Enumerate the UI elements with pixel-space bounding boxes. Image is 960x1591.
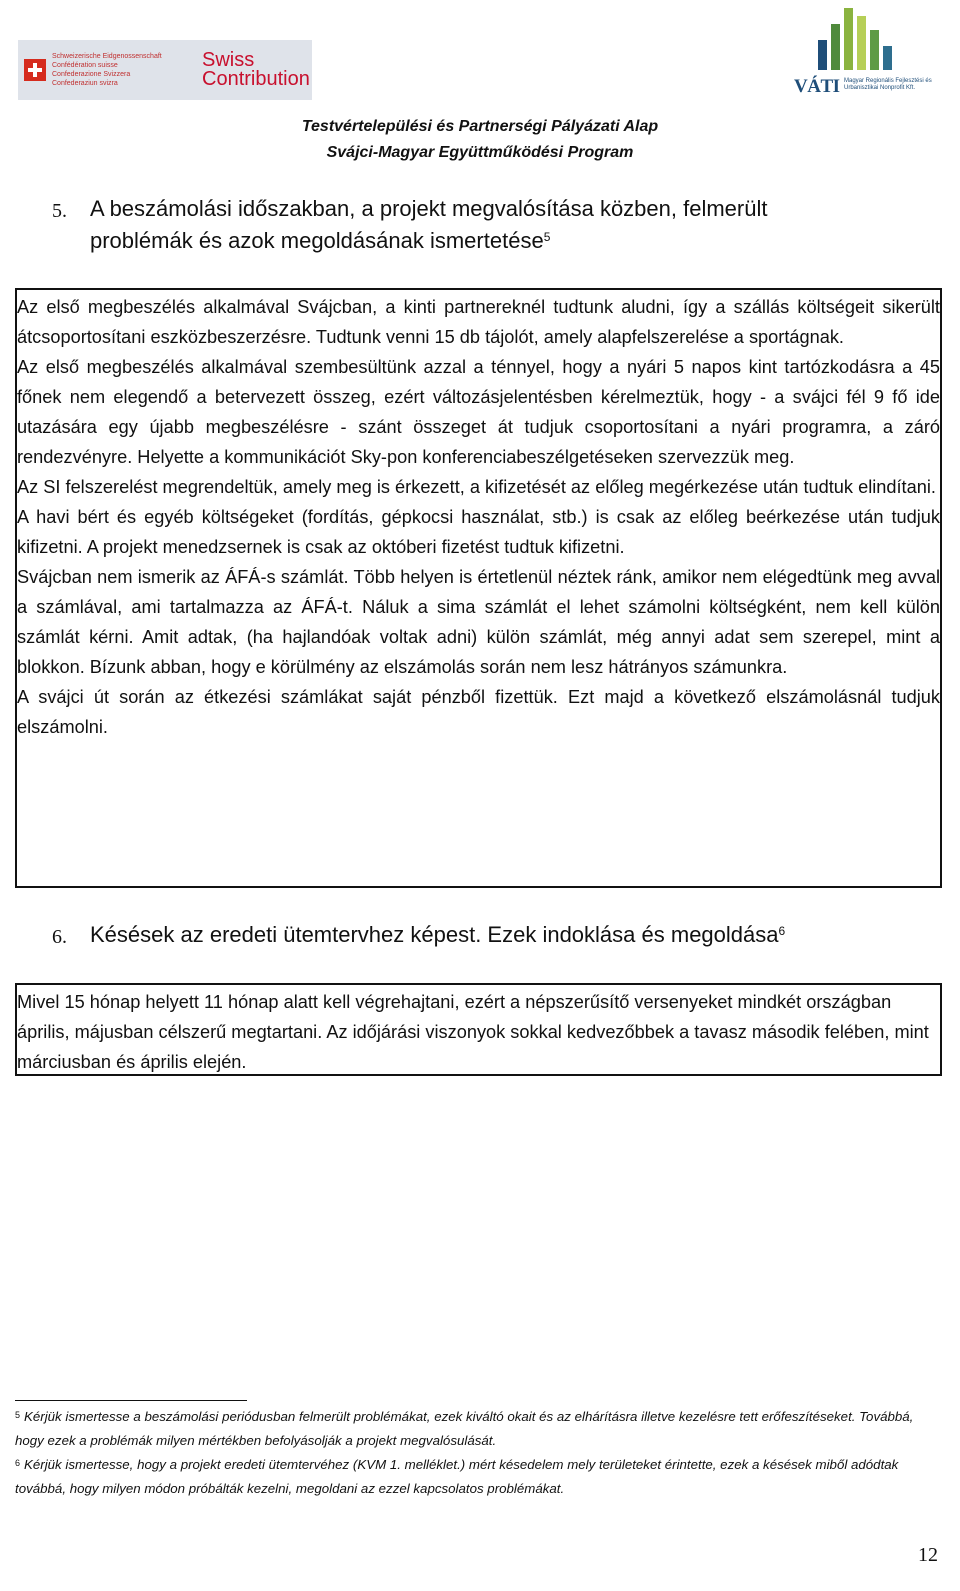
header-line-2: Svájci-Magyar Együttműködési Program xyxy=(326,144,634,161)
section-6-number: 6. xyxy=(52,926,67,948)
swiss-logo-brand: Swiss Contribution xyxy=(202,49,310,90)
section-5-paragraph: Az első megbeszélés alkalmával Svájcban, a kinti partnereknél tudtunk aludni, így a szállás költségeit sikerült átcsoportosítani eszközbeszerzésre. Tudtunk venni 15 db tájolót, amely alapfelszerelése a sportágnak. xyxy=(17,297,940,347)
section-5-box xyxy=(15,288,942,888)
section-5-title-line-1: A beszámolási időszakban, a projekt megvalósítása közben, felmerült xyxy=(90,196,768,221)
section-5-paragraph: A havi bért és egyéb költségeket (fordítás, gépkocsi használat, stb.) is csak az előleg beérkezése után tudjuk kifizetni. A projekt menedzsernek is csak az októberi fizetést tudtuk kifizetni. xyxy=(17,507,940,557)
vati-logo-name: VÁTI xyxy=(794,76,840,97)
swiss-contribution-logo xyxy=(18,40,312,100)
section-5-paragraph: Az SI felszerelést megrendeltük, amely meg is érkezett, a kifizetését az előleg megérkezése után tudtuk elindítani. xyxy=(17,477,936,497)
vati-bars-icon xyxy=(818,4,892,70)
section-5-number: 5. xyxy=(52,200,67,222)
vati-logo xyxy=(792,0,942,100)
section-5-title xyxy=(52,194,932,258)
footnote-5: $^5$ Kérjük ismertesse a beszámolási periódusban felmerült problémákat, ezek kiváltó okait és az elhárításra illetve kezelésre tett erőfeszítéseket. Továbbá, hogy ezek a problémák milyen mértékben befolyásolják a projekt megvalósulását. xyxy=(15,1409,914,1448)
section-5-paragraph: Az első megbeszélés alkalmával szembesültünk azzal a ténnyel, hogy a nyári 5 napos kint tartózkodásra a 45 főnek nem elegendő a betervezett összeg, ezért változásjelentésben kérelmeztük, hogy - a svájci fél 9 fő ide utazására egy újabb megbeszélésre - szánt összeget át tudjuk csoportosítani a nyári programra, a záró rendezvényre. Helyette a kommunikációt Sky-pon konferenciabeszélgetéseken szervezzük meg. xyxy=(17,357,940,467)
section-6-paragraph: Mivel 15 hónap helyett 11 hónap alatt kell végrehajtani, ezért a népszerűsítő versenyeket mindkét országban április, májusban célszerű megtartani. Az időjárási viszonyok sokkal kedvezőbbek a tavasz második felében, mint márciusban és április elején. xyxy=(17,992,929,1072)
footnote-separator xyxy=(15,1400,247,1401)
swiss-flag-icon xyxy=(24,59,46,81)
section-5-paragraph: A svájci út során az étkezési számlákat saját pénzből fizettük. Ezt majd a következő elszámolásnál tudjuk elszámolni. xyxy=(17,687,940,737)
vati-logo-subtitle: Magyar Regionális Fejlesztési és Urbanisztikai Nonprofit Kft. xyxy=(844,78,932,91)
footnote-ref-5: 5 xyxy=(543,230,551,244)
section-6-title xyxy=(52,920,932,954)
section-6-title-text: Késések az eredeti ütemtervhez képest. Ezek indoklása és megoldása$^6$ xyxy=(90,922,786,947)
footnote-ref-6: 6 xyxy=(778,924,786,938)
footnote-6: $^6$ Kérjük ismertesse, hogy a projekt eredeti ütemtervéhez (KVM 1. melléklet.) mért késedelem mely területeket érintette, ezek a késések miből adódtak továbbá, hogy milyen módon próbálták kezelni, megoldani az ezzel kapcsolatos problémákat. xyxy=(15,1457,899,1496)
section-5-title-line-2: problémák és azok megoldásának ismertetése$^5$ xyxy=(90,228,551,253)
header-line-1: Testvértelepülési és Partnerségi Pályázati Alap xyxy=(301,118,659,135)
swiss-logo-languages: Schweizerische Eidgenossenschaft Confédération suisse Confederazione Svizzera Confederaziun svizra xyxy=(52,53,162,87)
section-5-paragraph: Svájcban nem ismerik az ÁFÁ-s számlát. Több helyen is értetlenül néztek ránk, amikor nem elégedtünk meg avval a számlával, ami tartalmazza az ÁFÁ-t. Náluk a sima számlát el lehet számolni költségként, nem kell külön számlát kérni. Amit adtak, (ha hajlandóak voltak adni) külön számlát, még annyi adat sem szerepel, mint a blokkon. Bízunk abban, hogy e körülmény az elszámolás során nem lesz hátrányos számunkra. xyxy=(17,567,940,677)
section-6-box xyxy=(15,983,942,1076)
page-number: 12 xyxy=(918,1544,938,1566)
